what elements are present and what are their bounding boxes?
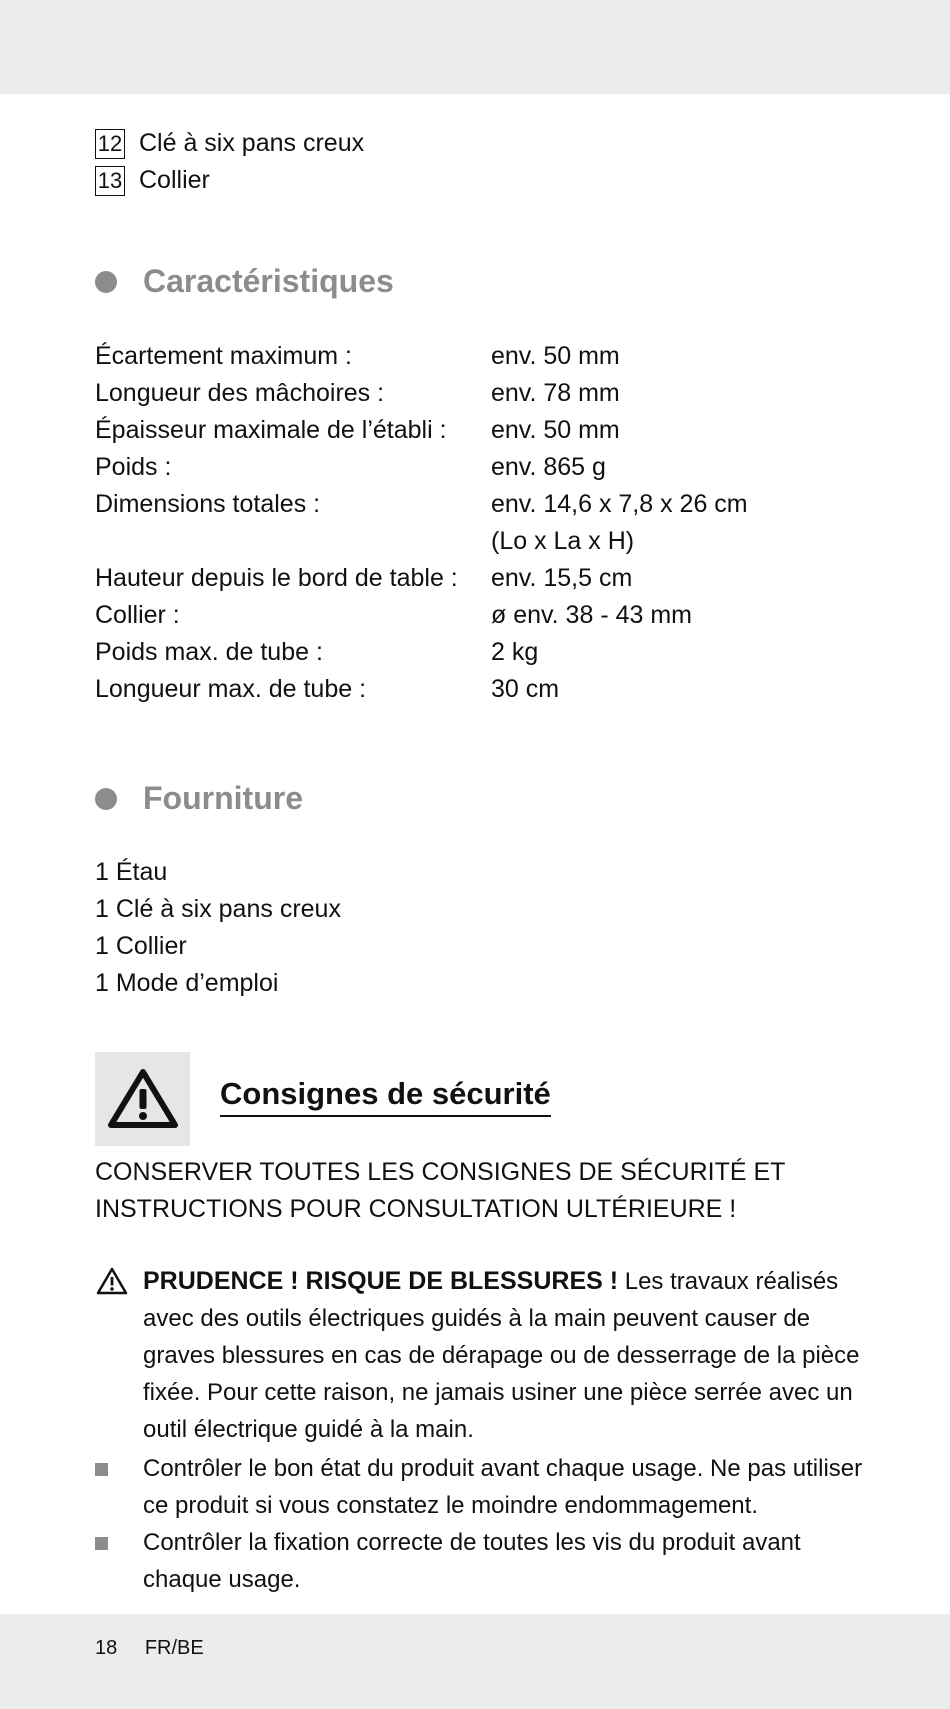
spec-label: Hauteur depuis le bord de table :: [95, 564, 458, 592]
part-number: 12: [95, 129, 125, 159]
caution-label: PRUDENCE ! RISQUE DE BLESSURES !: [143, 1267, 619, 1295]
spec-label: Collier :: [95, 601, 180, 629]
supply-item: 1 Clé à six pans creux: [95, 895, 341, 923]
parts-list: [95, 125, 364, 199]
part-label: Clé à six pans creux: [139, 129, 365, 157]
safety-bullet-item: [95, 1450, 865, 1524]
supply-heading: [95, 780, 303, 817]
caution-text: Les travaux réalisés avec des outils électriques guidés à la main peuvent causer de graves blessures en cas de dérapage ou de desserrage de la pièce fixée. Pour cette raison, ne jamais usiner une pièce serrée avec un outil électrique guidé à la main.: [143, 1268, 860, 1443]
spec-label: Longueur des mâchoires :: [95, 379, 385, 407]
page-number: 18: [95, 1637, 118, 1659]
spec-value: env. 14,6 x 7,8 x 26 cm: [491, 490, 748, 518]
part-number: 13: [95, 166, 125, 196]
page-header-band: [0, 0, 950, 94]
part-item: [95, 162, 364, 199]
spec-value: env. 865 g: [491, 453, 606, 481]
supply-list: [95, 858, 341, 1006]
characteristics-title: Caractéristiques: [143, 263, 394, 299]
spec-value: ø env. 38 - 43 mm: [491, 601, 692, 629]
square-bullet-icon: [95, 1524, 108, 1561]
keep-instructions-notice: CONSERVER TOUTES LES CONSIGNES DE SÉCURITÉ ET INSTRUCTIONS POUR CONSULTATION ULTÉRIEURE !: [95, 1158, 785, 1223]
heading-bullet-icon: [95, 271, 117, 293]
spec-value: 2 kg: [491, 638, 539, 666]
language-code: FR/BE: [144, 1637, 204, 1659]
spec-value: env. 50 mm: [491, 342, 620, 370]
spec-value: (Lo x La x H): [491, 527, 635, 555]
safety-bullet-item: [95, 1524, 865, 1598]
spec-label: Poids max. de tube :: [95, 638, 323, 666]
spec-label: Poids :: [95, 453, 172, 481]
characteristics-heading: [95, 263, 394, 300]
heading-bullet-icon: [95, 788, 117, 810]
spec-label: Écartement maximum :: [95, 342, 353, 370]
supply-item: 1 Étau: [95, 858, 168, 886]
caution-paragraph: [95, 1263, 865, 1448]
supply-title: Fourniture: [143, 780, 303, 816]
spec-label: Épaisseur maximale de l’établi :: [95, 416, 447, 444]
part-item: [95, 125, 364, 162]
page-footer: [95, 1637, 226, 1660]
part-label: Collier: [139, 166, 210, 194]
safety-bullet-text: Contrôler la fixation correcte de toutes les vis du produit avant chaque usage.: [143, 1529, 801, 1593]
safety-bullet-text: Contrôler le bon état du produit avant chaque usage. Ne pas utiliser ce produit si vous constatez le moindre endommagement.: [143, 1455, 863, 1519]
spec-label: Longueur max. de tube :: [95, 675, 367, 703]
spec-value: env. 50 mm: [491, 416, 620, 444]
warning-triangle-icon: [95, 1052, 190, 1146]
supply-item: 1 Mode d’emploi: [95, 969, 279, 997]
spec-value: 30 cm: [491, 675, 560, 703]
supply-item: 1 Collier: [95, 932, 187, 960]
spec-label: Dimensions totales :: [95, 490, 321, 518]
safety-title: Consignes de sécurité: [220, 1076, 551, 1117]
spec-value: env. 78 mm: [491, 379, 620, 407]
spec-value: env. 15,5 cm: [491, 564, 633, 592]
caution-triangle-icon: [95, 1263, 129, 1307]
square-bullet-icon: [95, 1450, 108, 1487]
page-footer-band: [0, 1614, 950, 1709]
